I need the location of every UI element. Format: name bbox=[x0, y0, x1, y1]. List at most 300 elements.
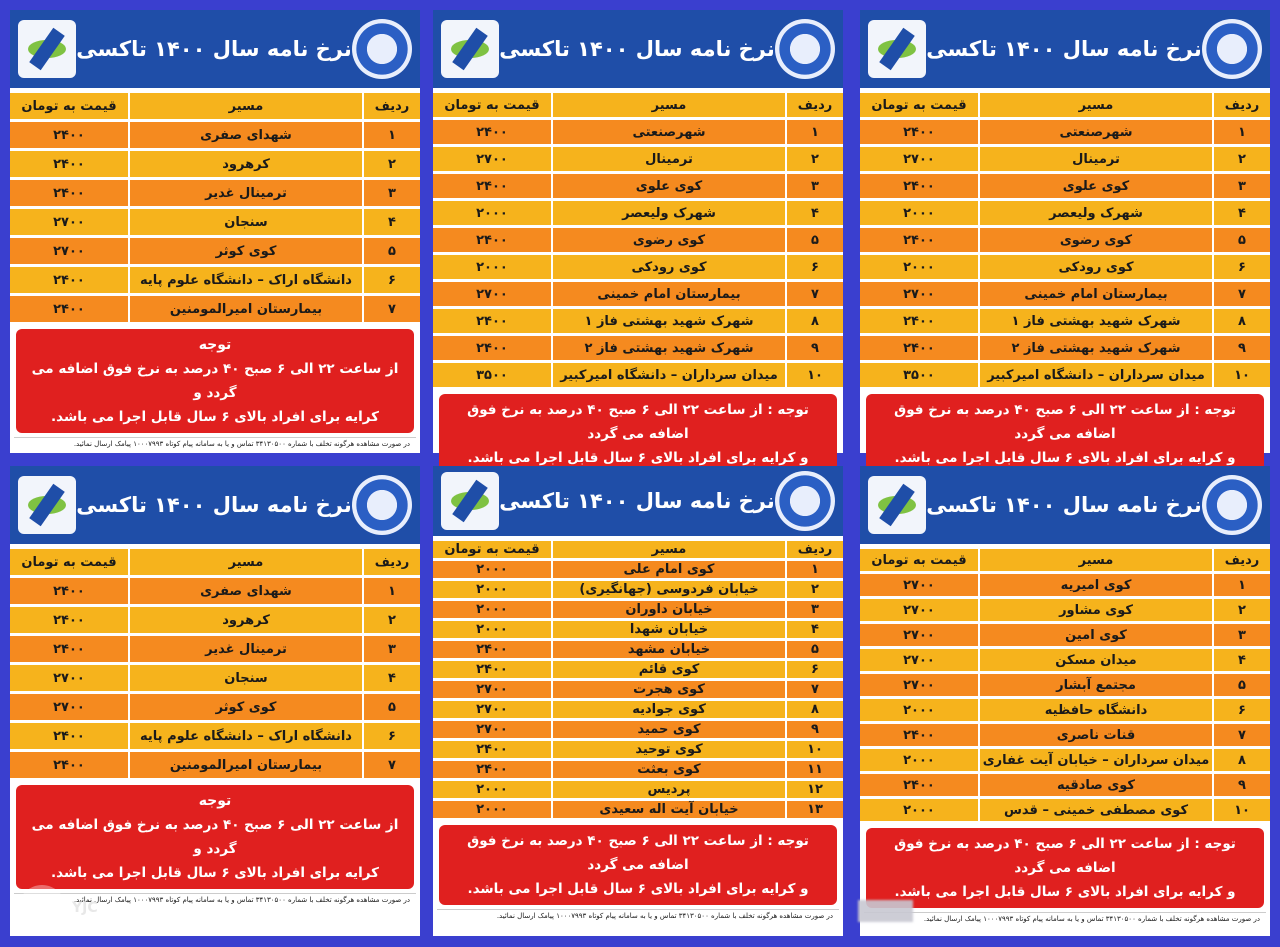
cell-num: ۵ bbox=[362, 238, 420, 264]
cell-num: ۲ bbox=[362, 607, 420, 633]
table-row bbox=[433, 561, 843, 578]
cell-num: ۴ bbox=[362, 665, 420, 691]
table-row bbox=[860, 674, 1270, 696]
cell-price: ۲۴۰۰ bbox=[860, 309, 978, 333]
table-row bbox=[433, 363, 843, 387]
cell-route: شهرک ولیعصر bbox=[551, 201, 785, 225]
cell-price: ۲۰۰۰ bbox=[860, 699, 978, 721]
cell-price: ۲۷۰۰ bbox=[10, 665, 128, 691]
cell-price: ۲۴۰۰ bbox=[10, 636, 128, 662]
cell-num: ۷ bbox=[1212, 724, 1270, 746]
table-row bbox=[10, 636, 420, 662]
taxi-logo-icon bbox=[441, 472, 499, 530]
column-header-num: ردیف bbox=[1212, 549, 1270, 571]
cell-route: خیابان شهدا bbox=[551, 621, 785, 638]
cell-route: کوی امام علی bbox=[551, 561, 785, 578]
table-row bbox=[10, 694, 420, 720]
cell-price: ۲۴۰۰ bbox=[433, 228, 551, 252]
note-box bbox=[866, 828, 1264, 908]
cell-num: ۶ bbox=[785, 661, 843, 678]
cell-route: کوی حمید bbox=[551, 721, 785, 738]
column-header-route: مسیر bbox=[128, 549, 362, 575]
cell-route: بیمارستان امیرالمومنین bbox=[128, 752, 362, 778]
note-text-1: از ساعت ۲۲ الی ۶ صبح ۴۰ درصد به نرخ فوق اضافه می گردد و bbox=[31, 361, 399, 401]
cell-price: ۲۴۰۰ bbox=[860, 724, 978, 746]
note-label: توجه bbox=[198, 337, 232, 353]
cell-route: خیابان آیت اله سعیدی bbox=[551, 801, 785, 818]
cell-price: ۲۰۰۰ bbox=[860, 799, 978, 821]
cell-price: ۲۴۰۰ bbox=[10, 180, 128, 206]
cell-num: ۳ bbox=[1212, 174, 1270, 198]
note-text-2: و کرایه برای افراد بالای ۶ سال قابل اجرا می باشد. bbox=[894, 450, 1236, 466]
cell-num: ۳ bbox=[362, 636, 420, 662]
cell-num: ۴ bbox=[785, 201, 843, 225]
cell-route: کوی رودکی bbox=[551, 255, 785, 279]
table-header-row bbox=[860, 549, 1270, 571]
cell-num: ۷ bbox=[1212, 282, 1270, 306]
cell-price: ۲۴۰۰ bbox=[860, 228, 978, 252]
rate-table bbox=[433, 90, 843, 390]
table-row bbox=[433, 601, 843, 618]
cell-price: ۲۰۰۰ bbox=[433, 561, 551, 578]
cell-num: ۴ bbox=[785, 621, 843, 638]
watermark-text: YJC bbox=[72, 900, 98, 916]
table-row bbox=[433, 761, 843, 778]
table-row bbox=[433, 581, 843, 598]
column-header-num: ردیف bbox=[1212, 93, 1270, 117]
rate-table bbox=[433, 538, 843, 821]
rate-panel-bottom-middle bbox=[433, 466, 843, 936]
cell-route: شهرصنعتی bbox=[551, 120, 785, 144]
table-row bbox=[860, 774, 1270, 796]
cell-price: ۲۴۰۰ bbox=[10, 578, 128, 604]
cell-route: شهدای صفری bbox=[128, 122, 362, 148]
column-header-price: قیمت به تومان bbox=[433, 93, 551, 117]
panel-header bbox=[10, 466, 420, 544]
table-header-row bbox=[433, 541, 843, 558]
cell-route: میدان سرداران – دانشگاه امیرکبیر bbox=[978, 363, 1212, 387]
note-text-1: توجه : از ساعت ۲۲ الی ۶ صبح ۴۰ درصد به نرخ فوق اضافه می گردد bbox=[894, 836, 1236, 876]
rate-panel-bottom-right bbox=[860, 466, 1270, 936]
cell-price: ۲۰۰۰ bbox=[433, 601, 551, 618]
cell-num: ۵ bbox=[1212, 674, 1270, 696]
emblem-icon bbox=[1202, 475, 1262, 535]
footer-text: در صورت مشاهده هرگونه تخلف با شماره ۳۴۱۳۰۵۰۰ تماس و یا به سامانه پیام کوتاه ۱۰۰۰۷۹۹۳ پیامک ارسال نمائید. bbox=[864, 912, 1266, 925]
cell-num: ۹ bbox=[785, 721, 843, 738]
blurred-area bbox=[858, 900, 913, 922]
cell-num: ۱۲ bbox=[785, 781, 843, 798]
cell-num: ۹ bbox=[1212, 774, 1270, 796]
cell-price: ۲۴۰۰ bbox=[433, 120, 551, 144]
cell-num: ۲ bbox=[785, 581, 843, 598]
note-text-2: کرایه برای افراد بالای ۶ سال قابل اجرا می باشد. bbox=[51, 409, 379, 425]
cell-route: میدان مسکن bbox=[978, 649, 1212, 671]
cell-price: ۲۰۰۰ bbox=[433, 255, 551, 279]
table-row bbox=[433, 228, 843, 252]
cell-price: ۳۵۰۰ bbox=[860, 363, 978, 387]
cell-price: ۲۴۰۰ bbox=[10, 607, 128, 633]
table-row bbox=[860, 255, 1270, 279]
table-row bbox=[433, 336, 843, 360]
panel-title: نرخ نامه سال ۱۴۰۰ تاکسی bbox=[926, 37, 1202, 61]
cell-route: ترمینال غدیر bbox=[128, 636, 362, 662]
cell-route: کوی توحید bbox=[551, 741, 785, 758]
cell-price: ۲۴۰۰ bbox=[10, 752, 128, 778]
rate-panel-top-left bbox=[10, 10, 420, 453]
footer-text: در صورت مشاهده هرگونه تخلف با شماره ۳۴۱۳۰۵۰۰ تماس و یا به سامانه پیام کوتاه ۱۰۰۰۷۹۹۳ پیامک ارسال نمائید. bbox=[437, 909, 839, 922]
footer-text: در صورت مشاهده هرگونه تخلف با شماره ۳۴۱۳۰۵۰۰ تماس و یا به سامانه پیام کوتاه ۱۰۰۰۷۹۹۳ پیامک ارسال نمائید. bbox=[14, 893, 416, 906]
cell-route: کوی هجرت bbox=[551, 681, 785, 698]
table-row bbox=[433, 661, 843, 678]
table-header-row bbox=[860, 93, 1270, 117]
table-header-row bbox=[433, 93, 843, 117]
cell-num: ۶ bbox=[362, 723, 420, 749]
table-row bbox=[433, 282, 843, 306]
cell-num: ۴ bbox=[1212, 201, 1270, 225]
cell-price: ۲۴۰۰ bbox=[433, 336, 551, 360]
cell-num: ۴ bbox=[362, 209, 420, 235]
cell-num: ۱۱ bbox=[785, 761, 843, 778]
cell-num: ۲ bbox=[785, 147, 843, 171]
table-row bbox=[860, 699, 1270, 721]
column-header-price: قیمت به تومان bbox=[10, 93, 128, 119]
cell-num: ۱ bbox=[1212, 120, 1270, 144]
cell-route: کوی امیریه bbox=[978, 574, 1212, 596]
cell-route: بیمارستان امام خمینی bbox=[978, 282, 1212, 306]
note-text-2: و کرایه برای افراد بالای ۶ سال قابل اجرا می باشد. bbox=[467, 450, 809, 466]
cell-price: ۲۴۰۰ bbox=[433, 761, 551, 778]
note-box bbox=[866, 394, 1264, 474]
cell-price: ۲۴۰۰ bbox=[10, 267, 128, 293]
column-header-route: مسیر bbox=[551, 93, 785, 117]
table-row bbox=[10, 209, 420, 235]
cell-route: ترمینال bbox=[551, 147, 785, 171]
cell-num: ۱۰ bbox=[785, 741, 843, 758]
cell-price: ۲۷۰۰ bbox=[860, 574, 978, 596]
table-row bbox=[860, 574, 1270, 596]
cell-price: ۲۰۰۰ bbox=[860, 255, 978, 279]
table-row bbox=[433, 147, 843, 171]
cell-route: ترمینال غدیر bbox=[128, 180, 362, 206]
cell-route: کوی علوی bbox=[978, 174, 1212, 198]
cell-num: ۵ bbox=[362, 694, 420, 720]
emblem-icon bbox=[352, 475, 412, 535]
cell-num: ۱۰ bbox=[1212, 363, 1270, 387]
table-row bbox=[860, 363, 1270, 387]
table-row bbox=[10, 665, 420, 691]
cell-route: کوی امین bbox=[978, 624, 1212, 646]
cell-route: میدان سرداران – دانشگاه امیرکبیر bbox=[551, 363, 785, 387]
column-header-num: ردیف bbox=[785, 93, 843, 117]
cell-route: کوی مصطفی خمینی – قدس bbox=[978, 799, 1212, 821]
cell-price: ۲۷۰۰ bbox=[433, 147, 551, 171]
panel-header bbox=[10, 10, 420, 88]
column-header-price: قیمت به تومان bbox=[10, 549, 128, 575]
table-row bbox=[860, 599, 1270, 621]
column-header-num: ردیف bbox=[785, 541, 843, 558]
note-text-1: توجه : از ساعت ۲۲ الی ۶ صبح ۴۰ درصد به نرخ فوق اضافه می گردد bbox=[467, 402, 809, 442]
cell-route: شهرک شهید بهشتی فاز ۱ bbox=[978, 309, 1212, 333]
note-label: توجه bbox=[198, 793, 232, 809]
cell-price: ۲۷۰۰ bbox=[860, 147, 978, 171]
cell-route: دانشگاه اراک – دانشگاه علوم پایه bbox=[128, 267, 362, 293]
table-row bbox=[860, 201, 1270, 225]
cell-route: کوی کوثر bbox=[128, 694, 362, 720]
cell-price: ۲۴۰۰ bbox=[10, 723, 128, 749]
cell-num: ۵ bbox=[785, 228, 843, 252]
column-header-price: قیمت به تومان bbox=[860, 93, 978, 117]
table-row bbox=[433, 309, 843, 333]
cell-num: ۱ bbox=[362, 578, 420, 604]
table-row bbox=[433, 801, 843, 818]
note-text-2: و کرایه برای افراد بالای ۶ سال قابل اجرا می باشد. bbox=[467, 881, 809, 897]
cell-price: ۲۰۰۰ bbox=[860, 749, 978, 771]
note-text-2: و کرایه برای افراد بالای ۶ سال قابل اجرا می باشد. bbox=[894, 884, 1236, 900]
cell-price: ۲۰۰۰ bbox=[433, 801, 551, 818]
cell-route: کوی رضوی bbox=[551, 228, 785, 252]
cell-num: ۶ bbox=[362, 267, 420, 293]
cell-route: شهرک ولیعصر bbox=[978, 201, 1212, 225]
cell-price: ۲۴۰۰ bbox=[860, 120, 978, 144]
cell-price: ۲۰۰۰ bbox=[860, 201, 978, 225]
rate-panel-bottom-left bbox=[10, 466, 420, 936]
table-header-row bbox=[10, 549, 420, 575]
taxi-logo-icon bbox=[18, 476, 76, 534]
cell-route: کوی کوثر bbox=[128, 238, 362, 264]
cell-price: ۲۴۰۰ bbox=[10, 296, 128, 322]
cell-num: ۵ bbox=[1212, 228, 1270, 252]
note-text-1: توجه : از ساعت ۲۲ الی ۶ صبح ۴۰ درصد به نرخ فوق اضافه می گردد bbox=[894, 402, 1236, 442]
column-header-route: مسیر bbox=[978, 93, 1212, 117]
table-row bbox=[860, 147, 1270, 171]
cell-route: سنجان bbox=[128, 209, 362, 235]
cell-price: ۲۴۰۰ bbox=[433, 309, 551, 333]
cell-num: ۷ bbox=[785, 681, 843, 698]
cell-price: ۲۴۰۰ bbox=[860, 774, 978, 796]
panel-header bbox=[433, 10, 843, 88]
cell-route: کوی علوی bbox=[551, 174, 785, 198]
table-row bbox=[433, 641, 843, 658]
cell-price: ۲۴۰۰ bbox=[433, 641, 551, 658]
table-row bbox=[860, 174, 1270, 198]
cell-num: ۹ bbox=[1212, 336, 1270, 360]
table-row bbox=[433, 120, 843, 144]
taxi-logo-icon bbox=[868, 476, 926, 534]
cell-num: ۶ bbox=[1212, 255, 1270, 279]
table-row bbox=[433, 681, 843, 698]
table-row bbox=[860, 282, 1270, 306]
cell-route: شهرک شهید بهشتی فاز ۲ bbox=[978, 336, 1212, 360]
cell-num: ۳ bbox=[785, 601, 843, 618]
cell-num: ۲ bbox=[362, 151, 420, 177]
cell-num: ۳ bbox=[362, 180, 420, 206]
cell-num: ۹ bbox=[785, 336, 843, 360]
emblem-icon bbox=[352, 19, 412, 79]
cell-route: پردیس bbox=[551, 781, 785, 798]
cell-route: بیمارستان امام خمینی bbox=[551, 282, 785, 306]
cell-num: ۱ bbox=[785, 120, 843, 144]
cell-route: خیابان فردوسی (جهانگیری) bbox=[551, 581, 785, 598]
panel-title: نرخ نامه سال ۱۴۰۰ تاکسی bbox=[76, 37, 352, 61]
cell-price: ۲۷۰۰ bbox=[860, 649, 978, 671]
taxi-logo-icon bbox=[441, 20, 499, 78]
cell-num: ۴ bbox=[1212, 649, 1270, 671]
table-row bbox=[10, 180, 420, 206]
rate-panel-top-right bbox=[860, 10, 1270, 466]
table-row bbox=[860, 799, 1270, 821]
table-row bbox=[860, 228, 1270, 252]
cell-price: ۲۰۰۰ bbox=[433, 581, 551, 598]
cell-price: ۲۴۰۰ bbox=[10, 122, 128, 148]
footer-text: در صورت مشاهده هرگونه تخلف با شماره ۳۴۱۳۰۵۰۰ تماس و یا به سامانه پیام کوتاه ۱۰۰۰۷۹۹۳ پیامک ارسال نمائید. bbox=[14, 437, 416, 450]
cell-route: کوی بعثت bbox=[551, 761, 785, 778]
cell-price: ۲۰۰۰ bbox=[433, 781, 551, 798]
table-row bbox=[10, 122, 420, 148]
table-row bbox=[10, 723, 420, 749]
cell-price: ۲۷۰۰ bbox=[860, 674, 978, 696]
cell-price: ۳۵۰۰ bbox=[433, 363, 551, 387]
table-row bbox=[433, 201, 843, 225]
table-row bbox=[860, 120, 1270, 144]
cell-num: ۱ bbox=[1212, 574, 1270, 596]
emblem-icon bbox=[1202, 19, 1262, 79]
table-row bbox=[10, 296, 420, 322]
cell-num: ۵ bbox=[785, 641, 843, 658]
panel-header bbox=[860, 10, 1270, 88]
cell-price: ۲۷۰۰ bbox=[10, 209, 128, 235]
rate-table bbox=[10, 546, 420, 781]
cell-route: کوی قائم bbox=[551, 661, 785, 678]
table-row bbox=[433, 701, 843, 718]
note-text-1: از ساعت ۲۲ الی ۶ صبح ۴۰ درصد به نرخ فوق اضافه می گردد و bbox=[31, 817, 399, 857]
taxi-logo-icon bbox=[18, 20, 76, 78]
cell-num: ۶ bbox=[1212, 699, 1270, 721]
cell-num: ۱ bbox=[785, 561, 843, 578]
note-text-2: کرایه برای افراد بالای ۶ سال قابل اجرا می باشد. bbox=[51, 865, 379, 881]
cell-num: ۱ bbox=[362, 122, 420, 148]
panel-header bbox=[860, 466, 1270, 544]
table-row bbox=[860, 624, 1270, 646]
cell-route: خیابان مشهد bbox=[551, 641, 785, 658]
note-text-1: توجه : از ساعت ۲۲ الی ۶ صبح ۴۰ درصد به نرخ فوق اضافه می گردد bbox=[467, 833, 809, 873]
cell-route: کوی رضوی bbox=[978, 228, 1212, 252]
cell-route: قنات ناصری bbox=[978, 724, 1212, 746]
panel-title: نرخ نامه سال ۱۴۰۰ تاکسی bbox=[499, 37, 775, 61]
panel-title: نرخ نامه سال ۱۴۰۰ تاکسی bbox=[76, 493, 352, 517]
cell-route: کرهرود bbox=[128, 607, 362, 633]
cell-route: کرهرود bbox=[128, 151, 362, 177]
cell-price: ۲۰۰۰ bbox=[433, 201, 551, 225]
table-row bbox=[433, 174, 843, 198]
cell-num: ۱۰ bbox=[785, 363, 843, 387]
cell-price: ۲۷۰۰ bbox=[10, 238, 128, 264]
cell-route: کوی مشاور bbox=[978, 599, 1212, 621]
cell-price: ۲۷۰۰ bbox=[860, 624, 978, 646]
panel-title: نرخ نامه سال ۱۴۰۰ تاکسی bbox=[499, 489, 775, 513]
table-row bbox=[433, 781, 843, 798]
rate-table bbox=[10, 90, 420, 325]
column-header-price: قیمت به تومان bbox=[433, 541, 551, 558]
table-row bbox=[860, 649, 1270, 671]
cell-route: ترمینال bbox=[978, 147, 1212, 171]
emblem-icon bbox=[775, 471, 835, 531]
panel-title: نرخ نامه سال ۱۴۰۰ تاکسی bbox=[926, 493, 1202, 517]
table-row bbox=[10, 578, 420, 604]
column-header-route: مسیر bbox=[128, 93, 362, 119]
table-row bbox=[433, 741, 843, 758]
table-row bbox=[10, 238, 420, 264]
note-box bbox=[16, 785, 414, 889]
cell-price: ۲۷۰۰ bbox=[433, 282, 551, 306]
table-header-row bbox=[10, 93, 420, 119]
table-row bbox=[10, 151, 420, 177]
cell-route: میدان سرداران – خیابان آیت غفاری bbox=[978, 749, 1212, 771]
cell-route: شهرصنعتی bbox=[978, 120, 1212, 144]
cell-price: ۲۴۰۰ bbox=[433, 741, 551, 758]
column-header-route: مسیر bbox=[978, 549, 1212, 571]
cell-route: سنجان bbox=[128, 665, 362, 691]
table-row bbox=[10, 752, 420, 778]
watermark-logo-icon: ◉ bbox=[18, 885, 66, 933]
cell-route: کوی رودکی bbox=[978, 255, 1212, 279]
cell-price: ۲۷۰۰ bbox=[860, 282, 978, 306]
cell-price: ۲۴۰۰ bbox=[860, 174, 978, 198]
cell-price: ۲۴۰۰ bbox=[860, 336, 978, 360]
cell-route: مجتمع آبشار bbox=[978, 674, 1212, 696]
rate-table bbox=[860, 90, 1270, 390]
note-box bbox=[439, 825, 837, 905]
note-box bbox=[16, 329, 414, 433]
table-row bbox=[860, 309, 1270, 333]
cell-num: ۸ bbox=[785, 309, 843, 333]
cell-route: شهرک شهید بهشتی فاز ۲ bbox=[551, 336, 785, 360]
cell-num: ۷ bbox=[362, 296, 420, 322]
cell-route: کوی صادقیه bbox=[978, 774, 1212, 796]
column-header-num: ردیف bbox=[362, 93, 420, 119]
table-row bbox=[860, 336, 1270, 360]
cell-num: ۱۳ bbox=[785, 801, 843, 818]
cell-price: ۲۷۰۰ bbox=[433, 681, 551, 698]
column-header-route: مسیر bbox=[551, 541, 785, 558]
cell-num: ۷ bbox=[785, 282, 843, 306]
cell-num: ۲ bbox=[1212, 147, 1270, 171]
cell-price: ۲۴۰۰ bbox=[10, 151, 128, 177]
table-row bbox=[10, 267, 420, 293]
cell-num: ۳ bbox=[1212, 624, 1270, 646]
cell-route: خیابان داوران bbox=[551, 601, 785, 618]
cell-num: ۶ bbox=[785, 255, 843, 279]
panel-header bbox=[433, 466, 843, 536]
note-box bbox=[439, 394, 837, 474]
cell-num: ۲ bbox=[1212, 599, 1270, 621]
cell-route: شهرک شهید بهشتی فاز ۱ bbox=[551, 309, 785, 333]
table-row bbox=[433, 255, 843, 279]
cell-route: دانشگاه اراک – دانشگاه علوم پایه bbox=[128, 723, 362, 749]
cell-price: ۲۷۰۰ bbox=[10, 694, 128, 720]
cell-num: ۳ bbox=[785, 174, 843, 198]
cell-route: شهدای صفری bbox=[128, 578, 362, 604]
cell-price: ۲۴۰۰ bbox=[433, 174, 551, 198]
table-row bbox=[860, 749, 1270, 771]
table-row bbox=[433, 721, 843, 738]
cell-route: کوی جوادیه bbox=[551, 701, 785, 718]
table-row bbox=[433, 621, 843, 638]
cell-num: ۷ bbox=[362, 752, 420, 778]
cell-price: ۲۷۰۰ bbox=[433, 701, 551, 718]
cell-num: ۸ bbox=[1212, 749, 1270, 771]
rate-panel-top-middle bbox=[433, 10, 843, 466]
cell-price: ۲۷۰۰ bbox=[433, 721, 551, 738]
